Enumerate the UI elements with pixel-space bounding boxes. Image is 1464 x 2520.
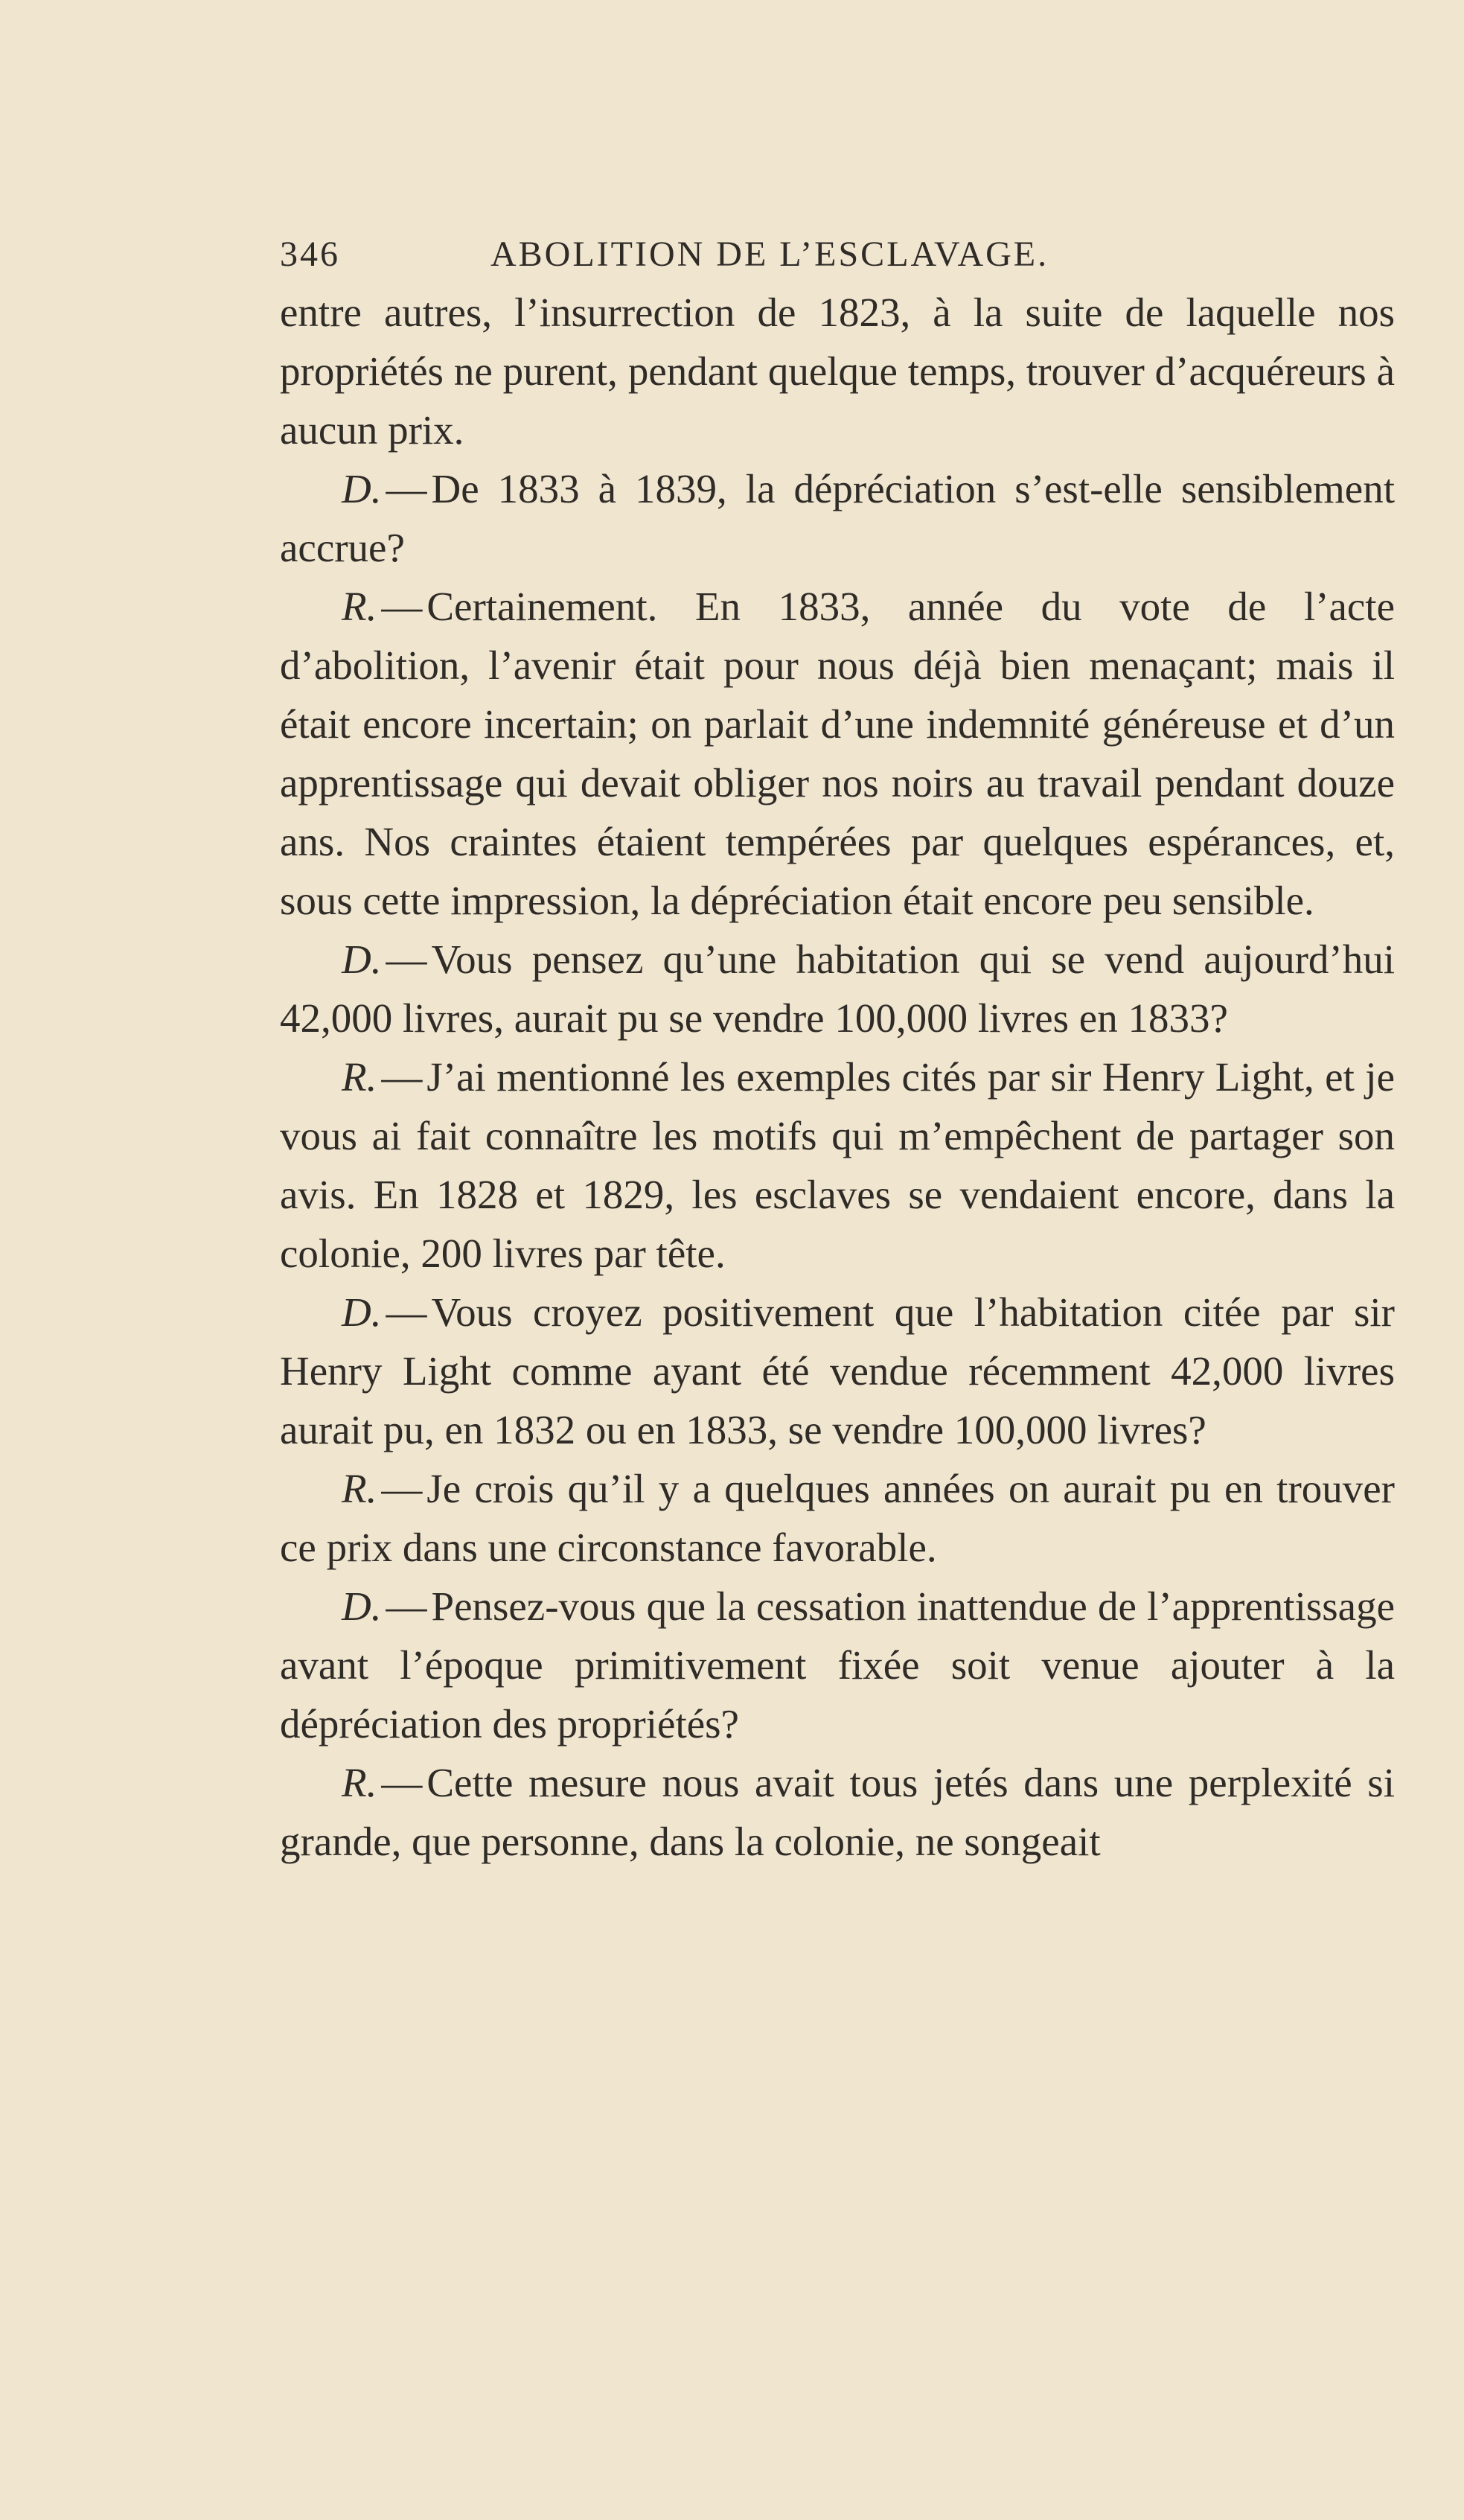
- question-paragraph: [280, 1577, 1395, 1753]
- question-paragraph: [280, 1283, 1395, 1459]
- dialogue-dash: —: [381, 1466, 423, 1511]
- answer-paragraph: [280, 1047, 1395, 1283]
- speaker-label: R.: [342, 1466, 377, 1511]
- running-title: ABOLITION DE L’ESCLAVAGE.: [490, 235, 1049, 274]
- question-paragraph: [280, 459, 1395, 577]
- paragraph-text: De 1833 à 1839, la dépréciation s’est-elle sensiblement accrue?: [280, 466, 1395, 570]
- page-text-block: [280, 231, 1395, 1871]
- speaker-label: D.: [342, 1289, 382, 1335]
- answer-paragraph: [280, 1753, 1395, 1871]
- dialogue-dash: —: [386, 937, 427, 982]
- paragraph-continuation: [280, 283, 1395, 459]
- paragraph-text: Certainement. En 1833, année du vote de l’acte d’abolition, l’avenir était pour nous déjà bien menaçant; mais il était encore incertain; on parlait d’une indemnité généreuse et d’un apprentissage qui devait obliger nos noirs au travail pendant douze ans. Nos craintes étaient tempérées par quelques espérances, et, sous cette impression, la dépréciation était encore peu sensible.: [280, 584, 1395, 923]
- dialogue-dash: —: [386, 466, 427, 511]
- speaker-label: D.: [342, 1583, 382, 1629]
- speaker-label: R.: [342, 1760, 377, 1805]
- speaker-label: D.: [342, 466, 382, 511]
- running-head: [280, 231, 1395, 283]
- paragraph-text: entre autres, l’insurrection de 1823, à la suite de laquelle nos propriétés ne purent, pendant quelque temps, trouver d’acquéreurs à aucun prix.: [280, 290, 1395, 453]
- dialogue-dash: —: [381, 584, 423, 629]
- paragraph-text: Pensez-vous que la cessation inattendue de l’apprentissage avant l’époque primitivement fixée soit venue ajouter à la dépréciation des propriétés?: [280, 1583, 1395, 1747]
- paragraph-text: Vous croyez positivement que l’habitation citée par sir Henry Light comme ayant été vendue récemment 42,000 livres aurait pu, en 1832 ou en 1833, se vendre 100,000 livres?: [280, 1289, 1395, 1452]
- paragraph-text: Cette mesure nous avait tous jetés dans une perplexité si grande, que personne, dans la colonie, ne songeait: [280, 1760, 1395, 1864]
- dialogue-dash: —: [386, 1289, 427, 1335]
- paragraph-text: Je crois qu’il y a quelques années on aurait pu en trouver ce prix dans une circonstance favorable.: [280, 1466, 1395, 1570]
- speaker-label: R.: [342, 1054, 377, 1100]
- dialogue-dash: —: [381, 1760, 423, 1805]
- answer-paragraph: [280, 1459, 1395, 1577]
- paragraph-text: J’ai mentionné les exemples cités par sir Henry Light, et je vous ai fait connaître les motifs qui m’empêchent de partager son avis. En 1828 et 1829, les esclaves se vendaient encore, dans la colonie, 200 livres par tête.: [280, 1054, 1395, 1276]
- question-paragraph: [280, 930, 1395, 1047]
- speaker-label: D.: [342, 937, 382, 982]
- paragraph-text: Vous pensez qu’une habitation qui se vend aujourd’hui 42,000 livres, aurait pu se vendre 100,000 livres en 1833?: [280, 937, 1395, 1041]
- dialogue-dash: —: [386, 1583, 427, 1629]
- page-number: 346: [280, 235, 340, 274]
- dialogue-dash: —: [381, 1054, 423, 1100]
- answer-paragraph: [280, 577, 1395, 930]
- speaker-label: R.: [342, 584, 377, 629]
